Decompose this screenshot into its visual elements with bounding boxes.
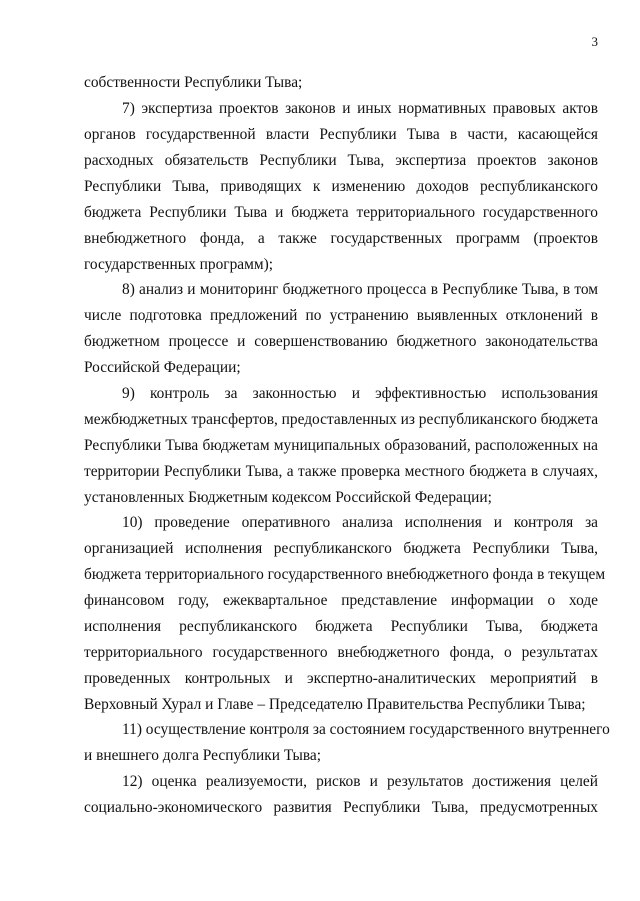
text-line: установленных Бюджетным кодексом Российской Федерации; [84,489,492,506]
text-line: проведенных контрольных и экспертно-аналитических мероприятий в [84,670,598,687]
text-line: числе подготовка предложений по устранению выявленных отклонений в [84,307,598,324]
text-line: Российской Федерации; [84,359,241,376]
text-line: исполнения республиканского бюджета Республики Тыва, бюджета [84,618,598,635]
text-line: территории Республики Тыва, а также проверка местного бюджета в случаях, [84,463,598,480]
text-line: внебюджетного фонда, а также государственных программ (проектов [84,230,598,247]
text-line: Республики Тыва бюджетам муниципальных образований, расположенных на [84,437,598,454]
text-line: межбюджетных трансфертов, предоставленных из республиканского бюджета [84,411,599,428]
text-line: 12) оценка реализуемости, рисков и результатов достижения целей [122,773,598,790]
text-line: расходных обязательств Республики Тыва, экспертиза проектов законов [84,152,598,169]
text-line: органов государственной власти Республики Тыва в части, касающейся [84,126,598,143]
text-line: организацией исполнения республиканского бюджета Республики Тыва, [84,540,598,557]
text-line: и внешнего долга Республики Тыва; [84,747,322,764]
text-line: 8) анализ и мониторинг бюджетного процесса в Республике Тыва, в том [122,281,598,298]
text-line: территориального государственного внебюджетного фонда, о результатах [84,644,598,661]
page-number: 3 [591,34,598,49]
text-line: Республики Тыва, приводящих к изменению доходов республиканского [84,178,598,195]
text-line: 7) экспертиза проектов законов и иных нормативных правовых актов [122,100,598,117]
text-line: собственности Республики Тыва; [84,74,303,91]
text-line: 11) осуществление контроля за состоянием государственного внутреннего [122,721,610,738]
text-line: бюджета территориального государственного внебюджетного фонда в текущем [84,566,606,583]
text-line: бюджета Республики Тыва и бюджета территориального государственного [84,204,598,221]
text-line: Верховный Хурал и Главе – Председателю Правительства Республики Тыва; [84,696,586,713]
text-line: финансовом году, ежеквартальное представление информации о ходе [84,592,598,609]
text-line: социально-экономического развития Республики Тыва, предусмотренных [84,799,598,816]
text-line: 9) контроль за законностью и эффективностью использования [122,385,598,402]
text-line: государственных программ); [84,256,273,273]
text-line: бюджетном процессе и совершенствованию бюджетного законодательства [84,333,598,350]
text-line: 10) проведение оперативного анализа исполнения и контроля за [122,514,598,531]
